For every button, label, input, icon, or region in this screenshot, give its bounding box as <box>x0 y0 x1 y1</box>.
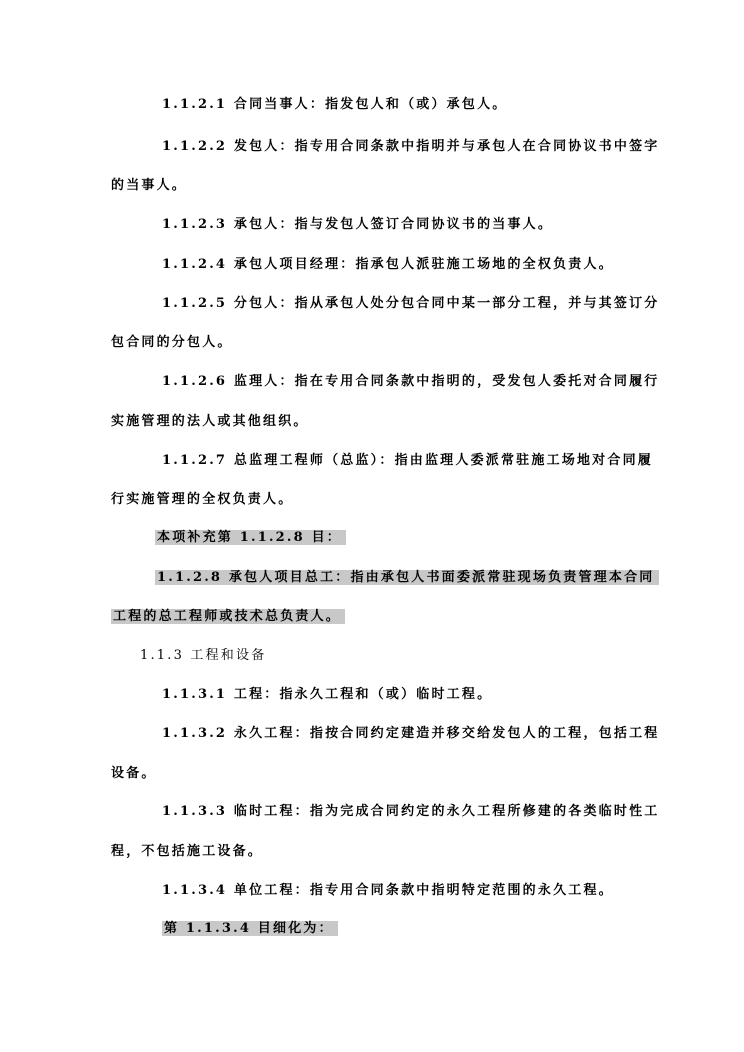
section-1-1-3-heading: 1.1.3 工程和设备 <box>140 648 267 663</box>
refinement-heading-text: 第 1.1.3.4 目细化为： <box>162 921 338 936</box>
clause-1-1-2-1: 1.1.2.1 合同当事人：指发包人和（或）承包人。 <box>162 97 508 112</box>
clause-1-1-2-2: 1.1.2.2 发包人：指专用合同条款中指明并与承包人在合同协议书中签字 <box>162 139 660 154</box>
clause-1-1-2-8-cont-text: 工程的总工程师或技术总负责人。 <box>111 609 345 624</box>
clause-1-1-3-4: 1.1.3.4 单位工程：指专用合同条款中指明特定范围的永久工程。 <box>162 883 614 898</box>
clause-1-1-2-8 <box>155 567 659 589</box>
clause-1-1-2-2-cont: 的当事人。 <box>111 178 188 193</box>
clause-1-1-2-8-text: 1.1.2.8 承包人项目总工：指由承包人书面委派常驻现场负责管理本合同 <box>155 570 659 585</box>
clause-1-1-2-7-cont: 行实施管理的全权负责人。 <box>111 492 294 507</box>
supplement-heading-text: 本项补充第 1.1.2.8 目： <box>155 530 346 545</box>
clause-1-1-3-1: 1.1.3.1 工程：指永久工程和（或）临时工程。 <box>162 687 493 702</box>
clause-1-1-3-3-cont: 程，不包括施工设备。 <box>111 844 264 859</box>
supplement-heading <box>155 527 346 549</box>
clause-1-1-2-6: 1.1.2.6 监理人：指在专用合同条款中指明的，受发包人委托对合同履行 <box>162 374 660 389</box>
clause-1-1-2-8-cont <box>111 606 345 628</box>
clause-1-1-2-3: 1.1.2.3 承包人：指与发包人签订合同协议书的当事人。 <box>162 217 554 232</box>
clause-1-1-2-6-cont: 实施管理的法人或其他组织。 <box>111 414 309 429</box>
clause-1-1-2-4: 1.1.2.4 承包人项目经理：指承包人派驻施工场地的全权负责人。 <box>162 257 614 272</box>
clause-1-1-3-2: 1.1.3.2 永久工程：指按合同约定建造并移交给发包人的工程，包括工程 <box>162 726 660 741</box>
clause-1-1-2-5: 1.1.2.5 分包人：指从承包人处分包合同中某一部分工程，并与其签订分 <box>162 296 660 311</box>
clause-1-1-2-7: 1.1.2.7 总监理工程师（总监）：指由监理人委派常驻施工场地对合同履 <box>162 453 653 468</box>
clause-1-1-2-5-cont: 包合同的分包人。 <box>111 335 233 350</box>
refinement-heading <box>162 918 338 940</box>
clause-1-1-3-2-cont: 设备。 <box>111 766 157 781</box>
clause-1-1-3-3: 1.1.3.3 临时工程：指为完成合同约定的永久工程所修建的各类临时性工 <box>162 804 660 819</box>
